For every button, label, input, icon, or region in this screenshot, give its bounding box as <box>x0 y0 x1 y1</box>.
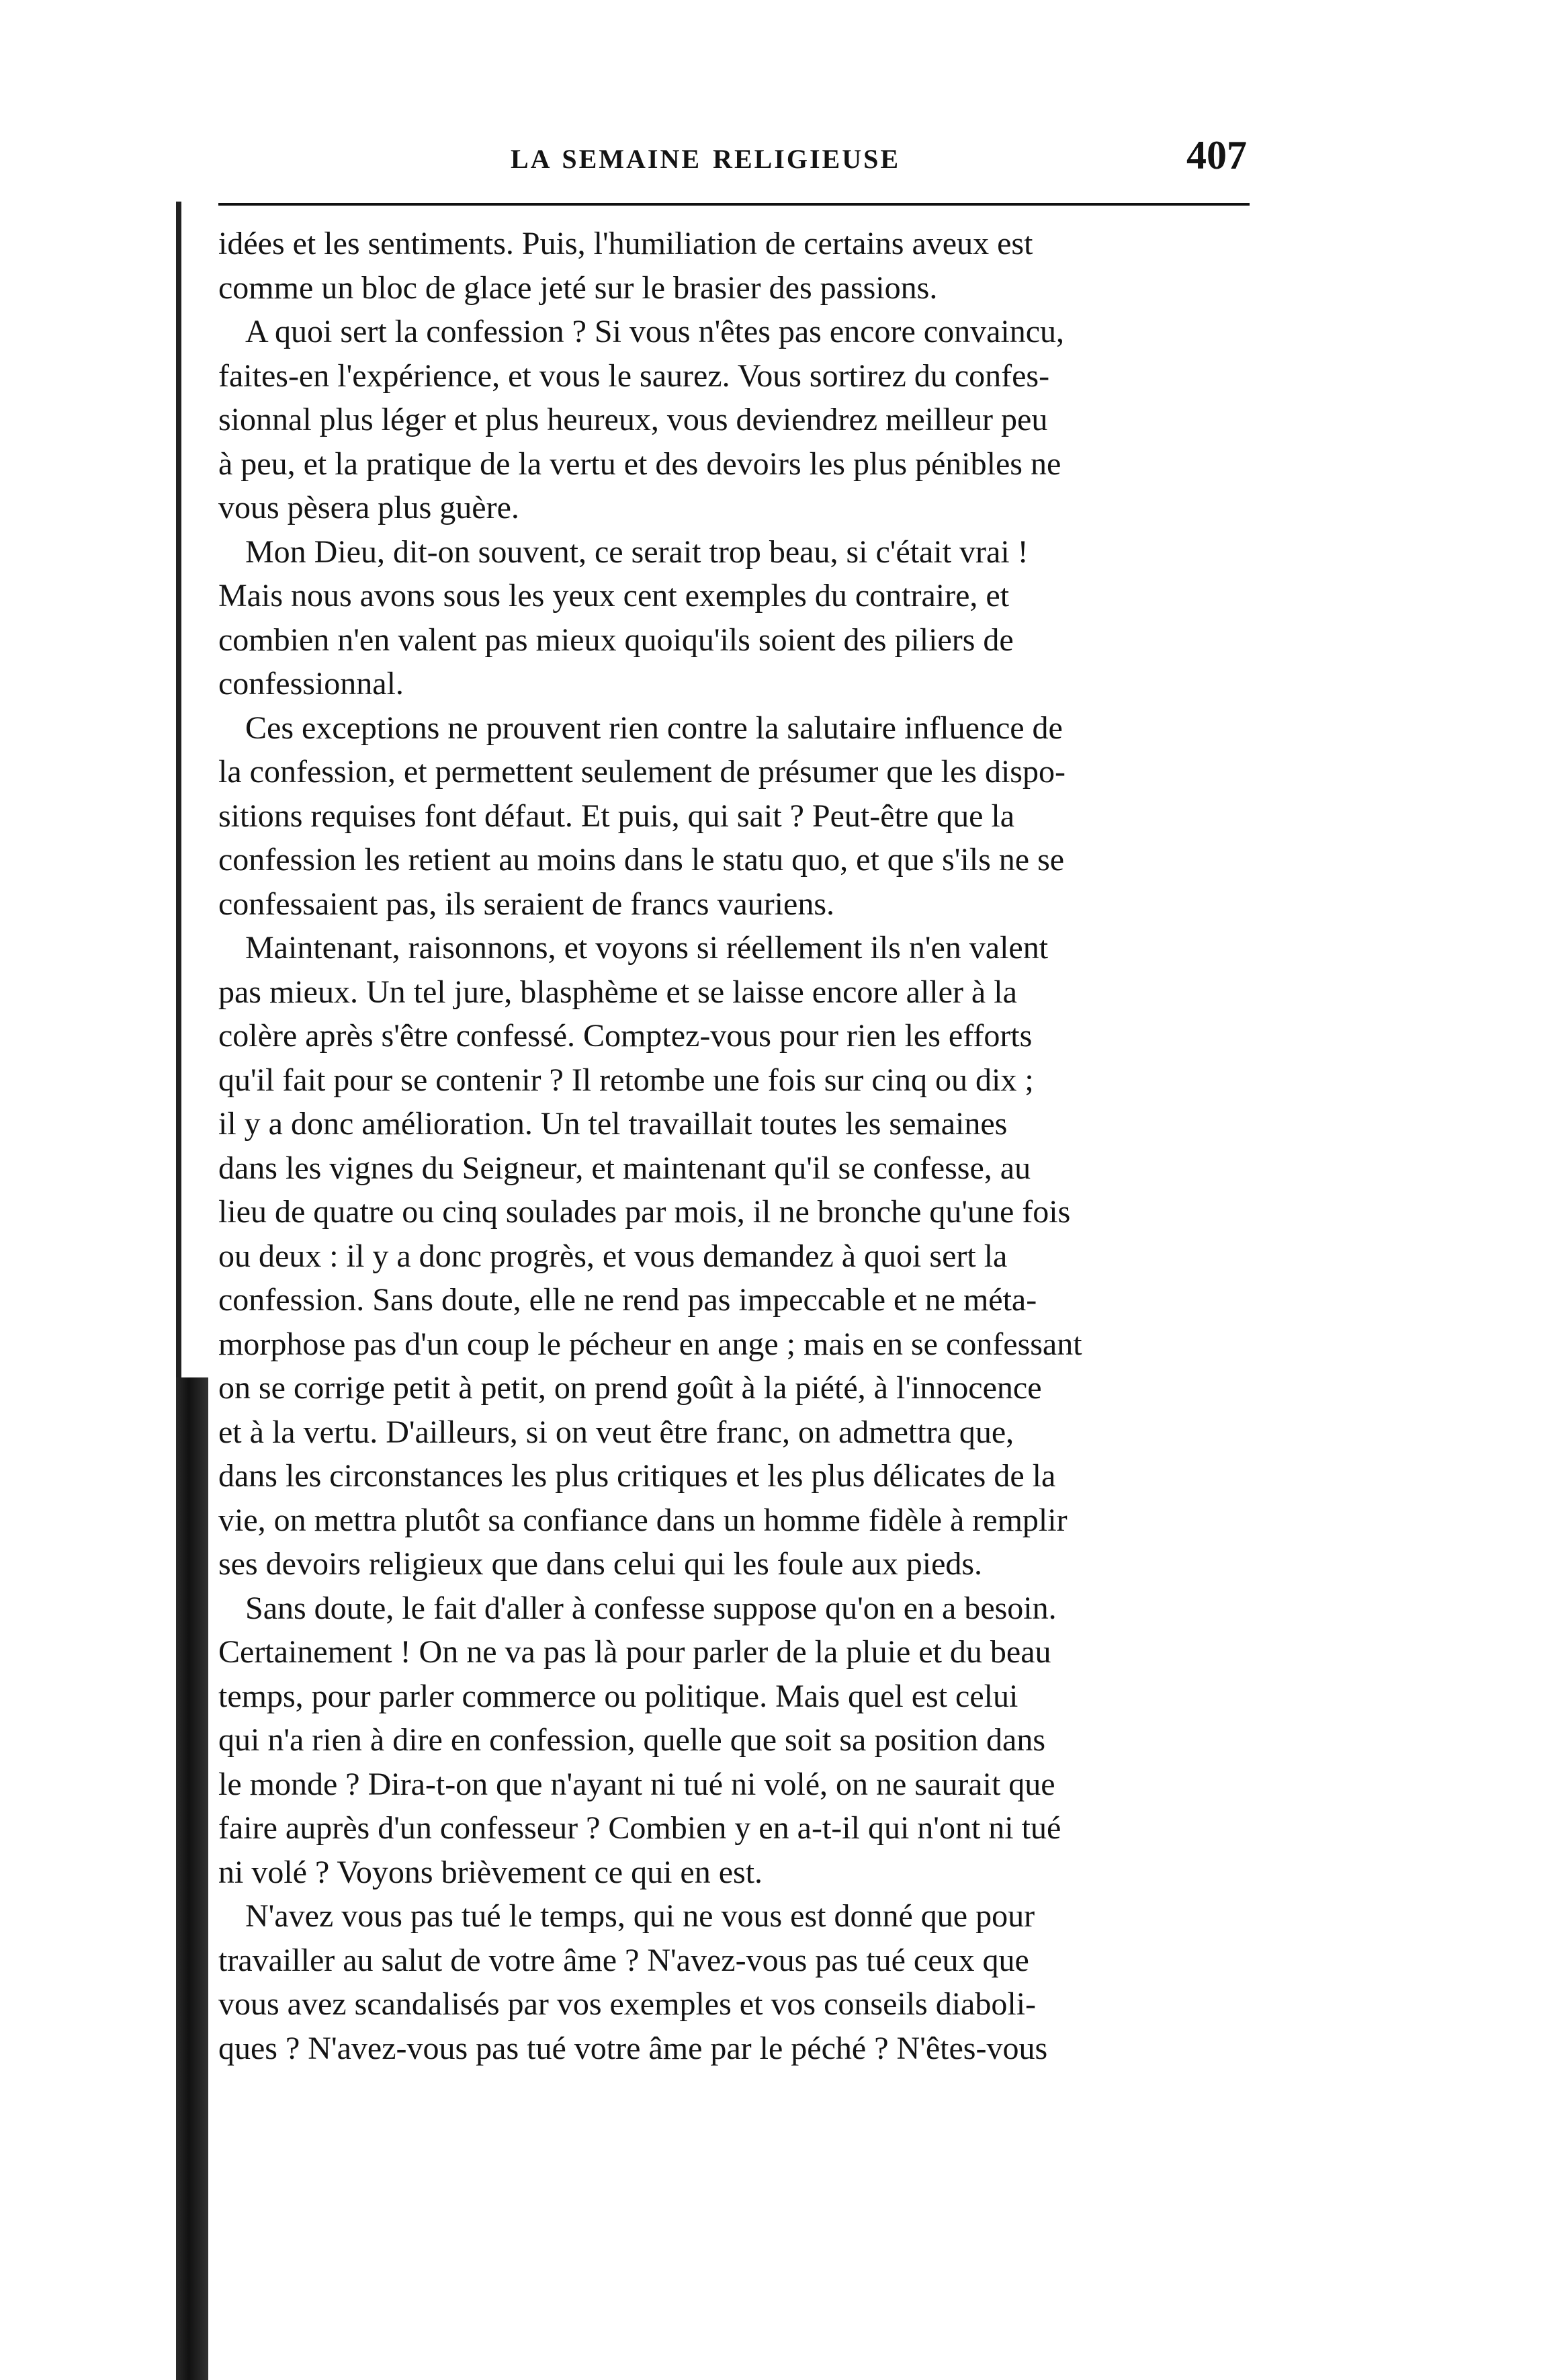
paragraph-3: Mon Dieu, dit-on souvent, ce serait trop beau, si c'était vrai ! Mais nous avons sous les yeux cent exemples du contraire, et combien n'en valent pas mieux quoiqu'ils soient des piliers de confessionnal. <box>218 534 1029 702</box>
paragraph-1: idées et les sentiments. Puis, l'humiliation de certains aveux est comme un bloc de glace jeté sur le brasier des passions. <box>218 226 1033 306</box>
scan-binding-edge-upper <box>176 202 181 1377</box>
header-rule <box>218 203 1250 206</box>
scan-binding-edge-lower <box>176 1377 208 2380</box>
paragraph-4: Ces exceptions ne prouvent rien contre la salutaire influence de la confession, et permettent seulement de présumer que les dispo- sitions requises font défaut. Et puis, qui sait ? Peut-être que la confession les retient au moins dans le statu quo, et que s'ils ne se confessaient pas, ils seraient de francs vauriens. <box>218 710 1066 922</box>
paragraph-7: N'avez vous pas tué le temps, qui ne vous est donné que pour travailler au salut de votre âme ? N'avez-vous pas tué ceux que vous avez scandalisés par vos exemples et vos conseils diaboli- ques ? N'avez-vous pas tué votre âme par le péché ? N'êtes-vous <box>218 1898 1048 2066</box>
page-header <box>222 133 1250 192</box>
body-text <box>218 222 1246 2070</box>
paragraph-6: Sans doute, le fait d'aller à confesse suppose qu'on en a besoin. Certainement ! On ne va pas là pour parler de la pluie et du beau temps, pour parler commerce ou politique. Mais quel est celui qui n'a rien à dire en confession, quelle que soit sa position dans le monde ? Dira-t-on que n'ayant ni tué ni volé, on ne saurait que faire auprès d'un confesseur ? Combien y en a-t-il qui n'ont ni tué ni volé ? Voyons brièvement ce qui en est. <box>218 1590 1061 1890</box>
page-number: 407 <box>1186 133 1247 177</box>
paragraph-5: Maintenant, raisonnons, et voyons si réellement ils n'en valent pas mieux. Un tel jure, blasphème et se laisse encore aller à la colère après s'être confessé. Comptez-vous pour rien les efforts qu'il fait pour se contenir ? Il retombe une fois sur cinq ou dix ; il y a donc amélioration. Un tel travaillait toutes les semaines dans les vignes du Seigneur, et maintenant qu'il se confesse, au lieu de quatre ou cinq soulades par mois, il ne bronche qu'une fois ou deux : il y a donc progrès, et vous demandez à quoi sert la confession. Sans doute, elle ne rend pas impeccable et ne méta- morphose pas d'un coup le pécheur en ange ; mais en se confessant on se corrige petit à petit, on prend goût à la piété, à l'innocence et à la vertu. D'ailleurs, si on veut être franc, on admettra que, dans les circonstances les plus critiques et les plus délicates de la vie, on mettra plutôt sa confiance dans un homme fidèle à remplir ses devoirs religieux que dans celui qui les foule aux pieds. <box>218 930 1082 1582</box>
paragraph-2: A quoi sert la confession ? Si vous n'êtes pas encore convaincu, faites-en l'expérience, et vous le saurez. Vous sortirez du confes- sionnal plus léger et plus heureux, vous deviendrez meilleur peu à peu, et la pratique de la vertu et des devoirs les plus pénibles ne vous pèsera plus guère. <box>218 314 1065 525</box>
running-title: LA SEMAINE RELIGIEUSE <box>511 144 901 174</box>
